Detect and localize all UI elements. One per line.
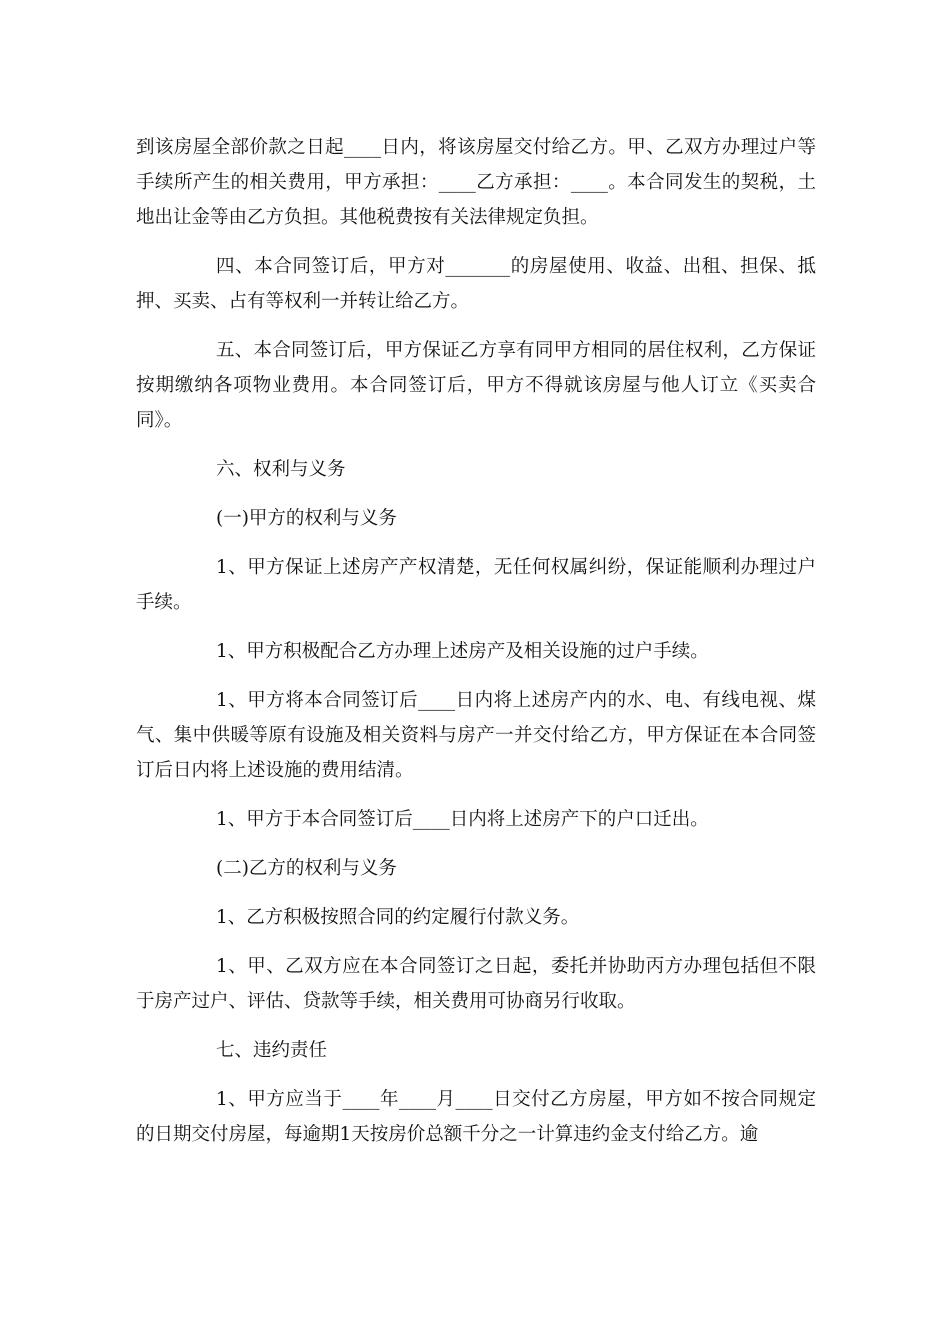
- party-a-item-handover-facilities: 1、甲方将本合同签订后____日内将上述房产内的水、电、有线电视、煤气、集中供暖等原有设施及相关资料与房产一并交付给乙方，甲方保证在本合同签订后日内将上述设施的费用结清。: [136, 690, 816, 781]
- section-6-heading: 六、权利与义务: [216, 459, 346, 480]
- section-7-item-late-delivery: 1、甲方应当于____年____月____日交付乙方房屋，甲方如不按合同规定的日期交付房屋，每逾期1天按房价总额千分之一计算违约金支付给乙方。逾: [136, 1089, 816, 1145]
- section-6-party-a-heading: (一)甲方的权利与义务: [216, 508, 397, 529]
- party-a-item-title-clear: 1、甲方保证上述房产产权清楚，无任何权属纠纷，保证能顺利办理过户手续。: [136, 557, 816, 613]
- contract-body: [136, 130, 816, 1166]
- section-6-party-b-heading: (二)乙方的权利与义务: [216, 858, 397, 879]
- party-a-item-cooperate-transfer: 1、甲方积极配合乙方办理上述房产及相关设施的过户手续。: [216, 641, 709, 662]
- clause-4-rights-transfer: 四、本合同签订后，甲方对_______的房屋使用、收益、出租、担保、抵押、买卖、占有等权利一并转让给乙方。: [136, 256, 816, 312]
- section-7-heading: 七、违约责任: [216, 1040, 328, 1061]
- clause-5-residence-rights: 五、本合同签订后，甲方保证乙方享有同甲方相同的居住权利，乙方保证按期缴纳各项物业费用。本合同签订后，甲方不得就该房屋与他人订立《买卖合同》。: [136, 340, 816, 431]
- party-a-item-hukou-move: 1、甲方于本合同签订后____日内将上述房产下的户口迁出。: [216, 809, 709, 830]
- paragraph-delivery-and-fees: 到该房屋全部价款之日起____日内，将该房屋交付给乙方。甲、乙双方办理过户等手续所产生的相关费用，甲方承担：____乙方承担：____。本合同发生的契税，土地出让金等由乙方负担。其他税费按有关法律规定负担。: [136, 137, 816, 228]
- party-b-item-entrust-agent: 1、甲、乙双方应在本合同签订之日起，委托并协助丙方办理包括但不限于房产过户、评估、贷款等手续，相关费用可协商另行收取。: [136, 956, 816, 1012]
- party-b-item-payment: 1、乙方积极按照合同的约定履行付款义务。: [216, 907, 580, 928]
